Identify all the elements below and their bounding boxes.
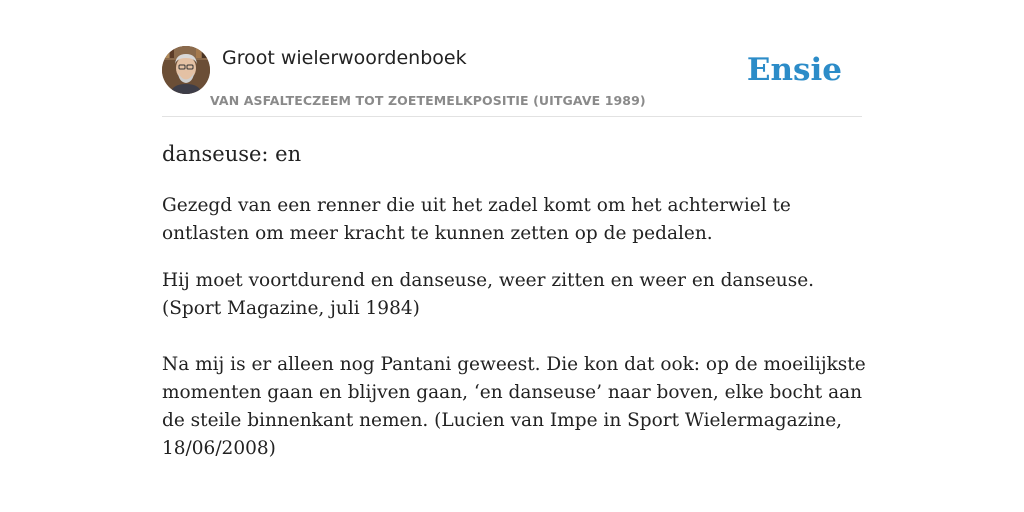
entry-definition: Gezegd van een renner die uit het zadel komt om het achterwiel te ontlasten om meer kracht te kunnen zetten op de pedalen. (162, 195, 791, 244)
ensie-logo[interactable]: Ensie (746, 52, 842, 88)
dictionary-title[interactable]: Groot wielerwoordenboek (222, 47, 467, 69)
author-portrait-icon (162, 46, 210, 94)
entry-headword: danseuse: en (162, 142, 302, 166)
entry-example: Hij moet voortdurend en danseuse, weer zitten en weer en danseuse. (Sport Magazine, juli 1984) (162, 270, 815, 319)
entry-example: Na mij is er alleen nog Pantani geweest. Die kon dat ook: op de moeilijkste momenten gaan en blijven gaan, ‘en danseuse’ naar boven, elke bocht aan de steile binnenkant nemen. (Lucien van Impe in Sport Wielermagazine, 18/06/2008) (162, 354, 866, 459)
dictionary-header (162, 46, 862, 117)
dictionary-subtitle: VAN ASFALTECZEEM TOT ZOETEMELKPOSITIE (UITGAVE 1989) (210, 93, 646, 108)
author-avatar[interactable] (162, 46, 210, 94)
